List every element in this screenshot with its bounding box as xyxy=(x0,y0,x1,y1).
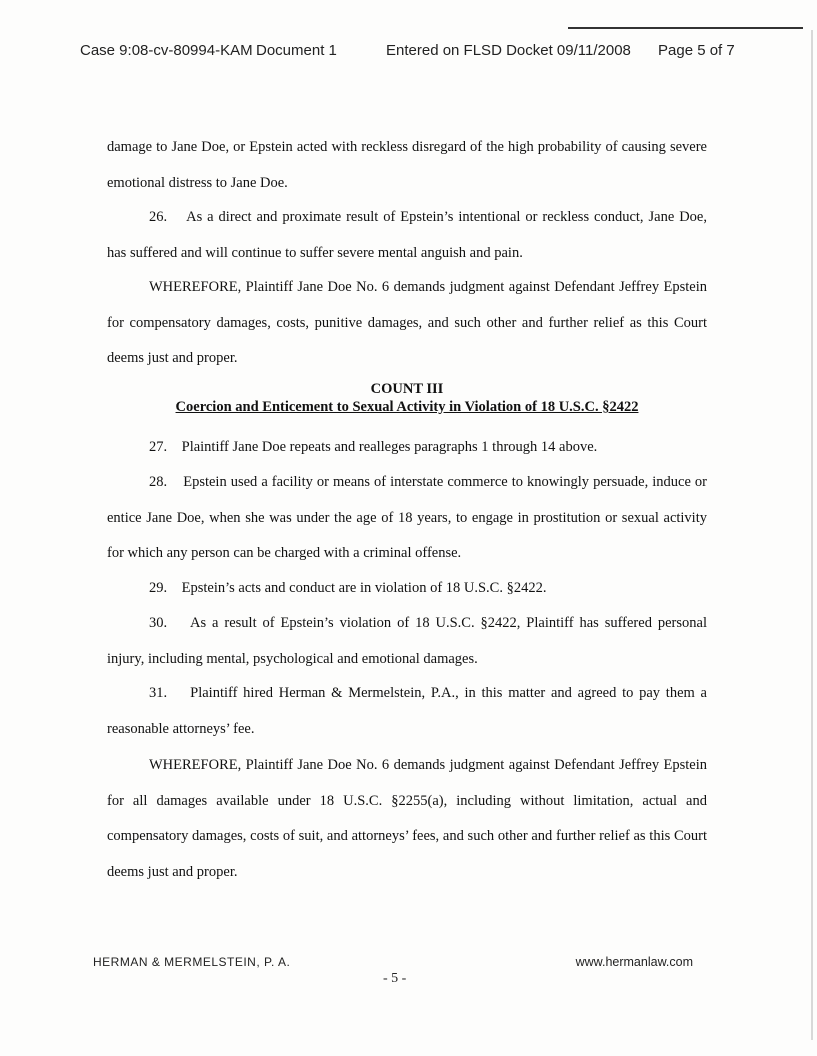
count-title: COUNT III xyxy=(370,381,444,397)
header-rule xyxy=(568,27,803,29)
paragraph-28: 28. Epstein used a facility or means of interstate commerce to knowingly persuade, induce or entice Jane Doe, when she was under the age of 18 years, to engage in prostitution or sexual activity for which any person can be charged with a criminal offense. xyxy=(107,474,707,561)
paragraph-27: 27. Plaintiff Jane Doe repeats and realleges paragraphs 1 through 14 above. xyxy=(149,439,598,455)
scan-edge xyxy=(811,30,813,1040)
paragraph-29: 29. Epstein’s acts and conduct are in violation of 18 U.S.C. §2422. xyxy=(149,580,547,596)
page-count: Page 5 of 7 xyxy=(658,42,735,59)
paragraph-continuation: damage to Jane Doe, or Epstein acted with reckless disregard of the high probability of causing severe emotional distress to Jane Doe. xyxy=(107,139,707,191)
document-number: Document 1 xyxy=(256,42,337,59)
firm-name: HERMAN & MERMELSTEIN, P. A. xyxy=(93,955,291,969)
wherefore-clause-1: WHEREFORE, Plaintiff Jane Doe No. 6 demands judgment against Defendant Jeffrey Epstein for compensatory damages, costs, punitive damages, and such other and further relief as this Court deems just and proper. xyxy=(107,279,707,366)
case-number: Case 9:08-cv-80994-KAM xyxy=(80,42,253,59)
court-header xyxy=(78,38,758,66)
firm-website: www.hermanlaw.com xyxy=(575,955,693,969)
docket-entry: Entered on FLSD Docket 09/11/2008 xyxy=(386,42,631,59)
page-number: - 5 - xyxy=(383,971,407,986)
paragraph-30: 30. As a result of Epstein’s violation of 18 U.S.C. §2422, Plaintiff has suffered personal injury, including mental, psychological and emotional damages. xyxy=(107,615,707,667)
count-subtitle: Coercion and Enticement to Sexual Activity in Violation of 18 U.S.C. §2422 xyxy=(175,399,639,415)
paragraph-26: 26. As a direct and proximate result of Epstein’s intentional or reckless conduct, Jane Doe, has suffered and will continue to suffer severe mental anguish and pain. xyxy=(107,209,707,261)
wherefore-clause-2: WHEREFORE, Plaintiff Jane Doe No. 6 demands judgment against Defendant Jeffrey Epstein for all damages available under 18 U.S.C. §2255(a), including without limitation, actual and compensatory damages, costs of suit, and attorneys’ fees, and such other and further relief as this Court deems just and proper. xyxy=(107,757,707,880)
page-footer xyxy=(93,951,713,1001)
paragraph-31: 31. Plaintiff hired Herman & Mermelstein, P.A., in this matter and agreed to pay them a reasonable attorneys’ fee. xyxy=(107,685,707,737)
